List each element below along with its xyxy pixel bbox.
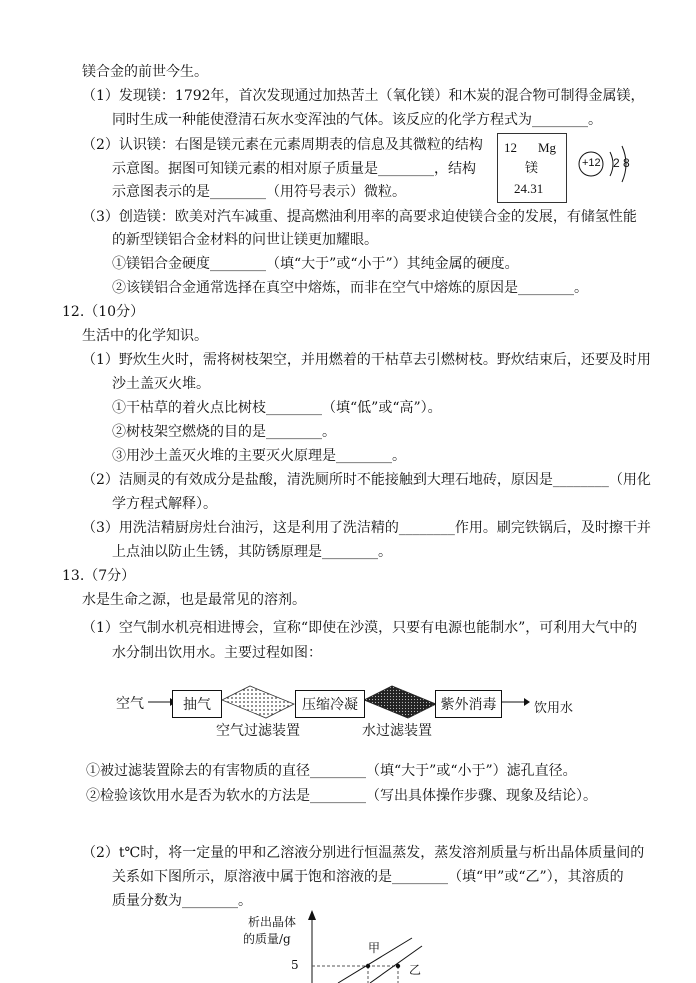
text-line: （1）发现镁：1792年，首次发现通过加热苦土（氧化镁）和木炭的混合物可制得金属镁， (82, 88, 645, 104)
text-line: 上点油以防止生锈，其防锈原理是________。 (112, 544, 392, 560)
text-line: （2）洁厕灵的有效成分是盐酸，清洗厕所时不能接触到大理石地砖，原因是________（用化 (82, 472, 651, 488)
text-line: 学方程式解释）。 (112, 496, 217, 512)
text-line: ②检验该饮用水是否为软水的方法是________（写出具体操作步骤、现象及结论）。 (86, 788, 597, 804)
flow-step-uv: 紫外消毒 (435, 690, 502, 718)
graph-ytick: 5 (291, 958, 299, 972)
flow-step-condense: 压缩冷凝 (295, 690, 365, 718)
question-number: 13.（7分） (62, 568, 136, 584)
shell-electrons: 2 8 (613, 156, 630, 170)
air-filter-label: 空气过滤装置 (216, 722, 300, 738)
element-name: 镁 (525, 160, 539, 175)
text-line: 示意图表示的是________（用符号表示）微粒。 (112, 184, 406, 200)
periodic-table-tile (497, 133, 567, 203)
text-line: ②该镁铝合金通常选择在真空中熔炼，而非在空气中熔炼的原因是________。 (112, 280, 588, 296)
text-line: ②树枝架空燃烧的目的是________。 (112, 424, 336, 440)
text-line: 生活中的化学知识。 (82, 328, 208, 344)
text-line: （1）野炊生火时，需将树枝架空，并用燃着的干枯草去引燃树枝。野炊结束后，还要及时用 (82, 352, 651, 368)
text-line: 水是生命之源，也是最常见的溶剂。 (82, 592, 306, 608)
series-label-jia: 甲 (368, 941, 381, 955)
text-line: （2）t℃时，将一定量的甲和乙溶液分别进行恒温蒸发，蒸发溶剂质量与析出晶体质量间的 (82, 845, 645, 861)
question-number: 12.（10分） (62, 304, 145, 320)
text-line: ③用沙土盖灭火堆的主要灭火原理是________。 (112, 448, 406, 464)
text-line: 镁合金的前世今生。 (82, 64, 208, 80)
graph-ylabel: 析出晶体 (248, 915, 297, 929)
text-line: ①镁铝合金硬度________（填“大于”或“小于”）其纯金属的硬度。 (112, 256, 519, 272)
graph-ylabel-unit: 的质量/g (243, 932, 291, 946)
text-line: 同时生成一种能使澄清石灰水变浑浊的气体。该反应的化学方程式为________。 (112, 112, 602, 128)
flow-start-label: 空气 (116, 695, 144, 711)
element-symbol: Mg (538, 140, 557, 155)
text-line: （1）空气制水机亮相进博会，宣称“即使在沙漠，只要有电源也能制水”，可利用大气中的 (82, 620, 638, 636)
text-line: （3）创造镁：欧美对汽车减重、提高燃油利用率的高要求迫使镁合金的发展，有储氢性能 (82, 209, 637, 225)
text-line: 的新型镁铝合金材料的问世让镁更加耀眼。 (112, 232, 378, 248)
text-line: 水分制出饮用水。主要过程如图： (112, 645, 322, 661)
text-line: ①被过滤装置除去的有害物质的直径________（填“大于”或“小于”）滤孔直径。 (86, 763, 577, 779)
text-line: ①干枯草的着火点比树枝________（填“低”或“高”）。 (112, 400, 442, 416)
text-line: 示意图。据图可知镁元素的相对原子质量是________，结构 (112, 161, 476, 177)
flow-end-label: 饮用水 (534, 700, 574, 715)
atomic-number: 12 (504, 140, 517, 155)
water-filter-label: 水过滤装置 (362, 722, 432, 738)
text-line: 质量分数为________。 (112, 893, 252, 909)
text-line: 关系如下图所示，原溶液中属于饱和溶液的是________（填“甲”或“乙”），其溶质的 (112, 869, 624, 885)
flow-step-pump: 抽气 (172, 690, 222, 718)
text-line: 沙土盖灭火堆。 (112, 376, 210, 392)
nucleus-label: +12 (582, 157, 601, 169)
text-line: （2）认识镁：右图是镁元素在元素周期表的信息及其微粒的结构 (82, 137, 483, 153)
series-label-yi: 乙 (409, 963, 422, 977)
atomic-mass: 24.31 (514, 181, 544, 196)
text-line: （3）用洗洁精厨房灶台油污，这是利用了洗洁精的________作用。刷完铁锅后，及时擦干并 (82, 520, 651, 536)
